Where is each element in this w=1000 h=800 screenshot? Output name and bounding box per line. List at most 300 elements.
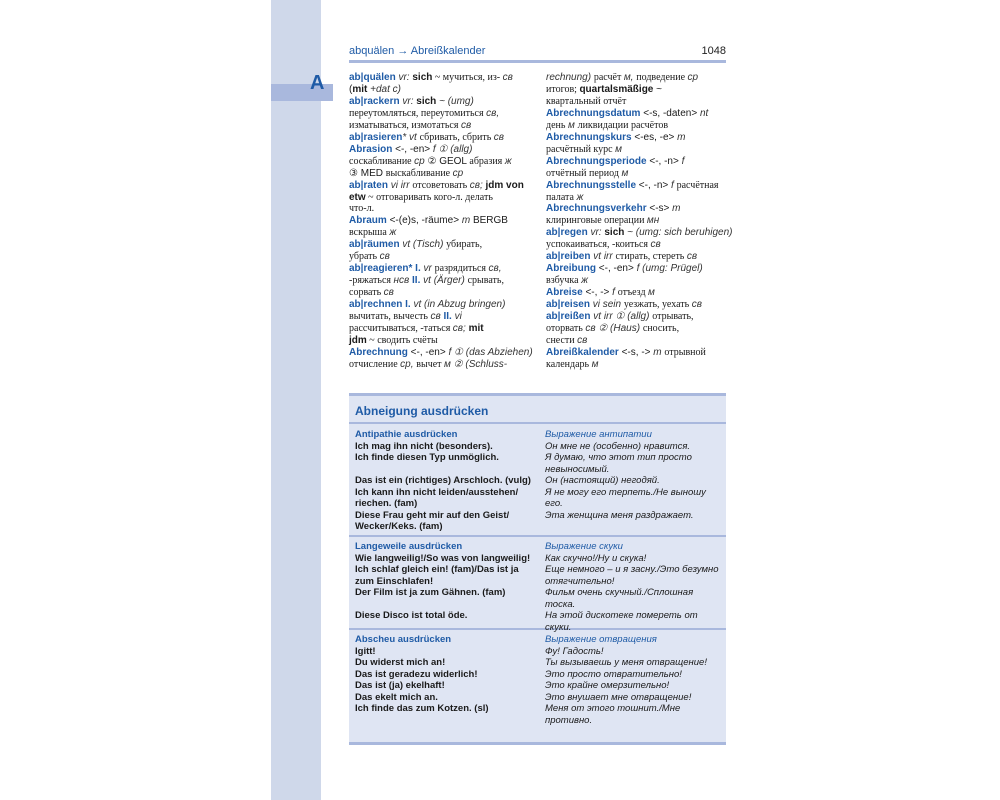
entry-text: ликвидации расчётов: [577, 119, 669, 131]
entry-text: оторвать: [546, 323, 586, 335]
entry-text: ab|rechnen: [349, 299, 403, 311]
section-heading-de: Abscheu ausdrücken: [355, 634, 452, 645]
phrase-ru-line: Еще немного – и я засну./Это безумно: [545, 564, 719, 575]
phrase-section-header: [355, 634, 720, 646]
phrase-ru: [545, 553, 720, 565]
entry-text: I.: [402, 299, 414, 311]
phrase-ru-line: тоска.: [545, 598, 576, 610]
phrase-row: [355, 680, 720, 692]
section-heading-de: Langeweile ausdrücken: [355, 541, 463, 552]
entry-text: vi: [454, 311, 462, 323]
entry-text: vt (Tisch): [399, 239, 447, 251]
entry-text: ~ (umg: sich beruhigen): [624, 227, 733, 239]
phrase-de-line: Ich finde das zum Kotzen. (sl): [355, 703, 489, 714]
phrase-row: [355, 657, 720, 669]
phrase-ru-line: Это внушает мне отвращение!: [545, 691, 692, 703]
entry-text: +dat c): [367, 83, 401, 95]
phrase-ru: [545, 510, 720, 533]
phrase-de-line: Du widerst mich an!: [355, 657, 446, 668]
entry-text: m: [677, 131, 686, 143]
phrase-row: [355, 703, 720, 726]
entry-text: ab|raten: [349, 179, 388, 191]
entry-text: ср,: [400, 358, 417, 370]
entry-text: vt (Ärger): [423, 275, 468, 287]
phrase-ru-line: Он мне не (особенно) нравится.: [545, 440, 691, 452]
entry-text: ~ сводить счёты: [366, 334, 438, 346]
entry-text: f: [681, 155, 685, 167]
dictionary-line: [546, 72, 728, 84]
entry-text: <-, -en>: [596, 263, 637, 275]
phrase-ru-line: Ты вызываешь у меня отвращение!: [545, 657, 707, 668]
phrase-ru: [545, 452, 720, 475]
entry-text: Abreise: [546, 287, 583, 299]
dictionary-line: [546, 263, 728, 275]
phrase-ru-line: На этой дискотеке помереть от скуки.: [545, 610, 698, 633]
entry-text: m: [672, 203, 681, 215]
entry-text: подведение: [636, 72, 688, 83]
entry-text: Abrechnungskurs: [546, 131, 632, 143]
entry-text: <-s, ->: [618, 346, 654, 358]
dictionary-column-left: [349, 72, 534, 371]
phrase-ru-line: Это крайне омерзительно!: [545, 680, 670, 691]
entry-text: м ② (Schluss-: [444, 358, 508, 370]
entry-text: разрядиться: [434, 263, 489, 275]
phrase-ru: [545, 610, 720, 633]
entry-text: итогов;: [546, 83, 580, 95]
phrase-box-divider: [349, 535, 726, 537]
phrase-de-line: Diese Disco ist total öde.: [355, 610, 468, 621]
phrase-ru-line: невыносимый.: [545, 463, 610, 475]
entry-text: <-(e)s, -räume>: [386, 215, 462, 227]
phrase-box: [349, 393, 726, 745]
entry-text: Abrechnungsstelle: [546, 179, 637, 191]
entry-text: jdm von: [485, 179, 524, 191]
entry-text: <-, -n>: [646, 155, 682, 167]
entry-text: м: [615, 143, 622, 155]
entry-text: св: [691, 299, 702, 311]
entry-text: ab|reiben: [546, 251, 591, 263]
phrase-ru-line: отягчительно!: [545, 575, 615, 587]
entry-text: ~: [653, 83, 662, 95]
entry-text: vr: [423, 263, 435, 275]
dictionary-line: [546, 299, 728, 311]
phrase-de-line: zum Einschlafen!: [355, 575, 434, 587]
phrase-de-line: Ich kann ihn nicht leiden/ausstehen/: [355, 486, 519, 498]
entry-text: ab|quälen: [349, 72, 396, 83]
entry-text: м: [591, 358, 599, 370]
dictionary-line: [349, 132, 534, 144]
entry-text: ab|rasieren: [349, 131, 403, 143]
entry-text: рассчитываться, -таться: [349, 323, 453, 335]
entry-text: -ряжаться: [349, 275, 394, 287]
entry-text: св: [460, 119, 472, 131]
phrase-ru-line: Я не могу его терпеть./Не выношу: [545, 486, 706, 498]
phrase-de: [355, 564, 545, 587]
entry-text: взбучка: [546, 275, 582, 287]
entry-text: ③ MED: [349, 167, 386, 179]
entry-text: vt irr ① (allg): [590, 311, 653, 323]
dictionary-line: [546, 192, 728, 204]
phrase-ru-line: Эта женщина меня раздражает.: [545, 509, 694, 521]
entry-text: ~ мучиться, из-: [432, 72, 503, 83]
phrase-ru: [545, 441, 720, 453]
phrase-de: [355, 553, 545, 565]
dictionary-line: [349, 144, 534, 156]
phrase-box-title: Abneigung ausdrücken: [355, 404, 489, 418]
entry-text: что-л.: [349, 203, 375, 215]
entry-text: m: [653, 346, 665, 358]
entry-text: <-, -en>: [407, 346, 449, 358]
phrase-de: [355, 669, 545, 681]
phrase-ru-line: противно.: [545, 714, 593, 726]
dictionary-line: [349, 84, 534, 96]
dictionary-line: [546, 275, 728, 287]
dictionary-line: [349, 347, 534, 359]
entry-text: ж: [389, 227, 397, 239]
phrase-ru-line: Фильм очень скучный./Сплошная: [545, 587, 694, 598]
dictionary-line: [546, 239, 728, 251]
phrase-row: [355, 564, 720, 587]
entry-text: отрывной: [664, 346, 706, 358]
entry-text: f ① (das Abziehen): [448, 346, 533, 358]
phrase-de: [355, 646, 545, 658]
entry-text: ② (Haus): [598, 323, 643, 335]
phrase-section: [355, 541, 720, 633]
entry-text: sich: [416, 95, 437, 107]
dictionary-line: [546, 120, 728, 132]
entry-text: m: [461, 215, 471, 227]
entry-text: расчётный курс: [546, 143, 616, 155]
section-heading-ru: Выражение антипатии: [545, 429, 652, 440]
phrase-de: [355, 587, 545, 610]
entry-text: св: [383, 287, 394, 299]
dictionary-line: [546, 156, 728, 168]
phrase-ru-line: Он (настоящий) негодяй.: [545, 475, 660, 486]
dictionary-line: [349, 263, 534, 275]
dictionary-line: [349, 287, 534, 299]
page-number: 1048: [701, 45, 726, 57]
dictionary-line: [546, 227, 733, 239]
entry-text: ab|regen: [546, 227, 588, 239]
phrase-ru: [545, 487, 720, 510]
section-heading-ru: Выражение скуки: [545, 541, 623, 552]
dictionary-line: [546, 347, 728, 359]
phrase-row: [355, 646, 720, 658]
entry-text: отчётный период: [546, 167, 622, 179]
phrase-de-line: Diese Frau geht mir auf den Geist/: [355, 509, 510, 521]
entry-text: успокаиваться, -коиться: [546, 239, 651, 251]
phrase-de: [355, 510, 545, 533]
entry-text: св,: [488, 263, 502, 275]
entry-text: св;: [469, 179, 486, 191]
phrase-de-line: Ich finde diesen Typ unmöglich.: [355, 452, 499, 463]
entry-text: отрывать,: [652, 311, 694, 323]
entry-text: sich: [604, 227, 625, 239]
entry-text: св,: [486, 107, 500, 119]
phrase-ru: [545, 475, 720, 487]
phrase-ru-line: Как скучно!/Ну и скука!: [545, 552, 647, 564]
entry-text: вскрыша: [349, 227, 390, 239]
entry-text: ж: [504, 155, 512, 167]
phrase-row: [355, 610, 720, 633]
running-head-range: abquälen → Abreißkalender: [349, 45, 486, 57]
entry-text: убирать,: [446, 239, 483, 251]
entry-text: св: [379, 251, 390, 263]
phrase-de-line: Das ekelt mich an.: [355, 691, 438, 703]
dictionary-line: [349, 203, 534, 215]
entry-text: м: [648, 287, 655, 299]
phrase-row: [355, 487, 720, 510]
dictionary-line: [349, 275, 534, 287]
entry-text: mit: [468, 323, 484, 335]
entry-text: ab|rackern: [349, 95, 400, 107]
entry-text: quartalsmäßige: [579, 83, 654, 95]
entry-text: vi irr: [387, 179, 413, 191]
dictionary-line: [349, 192, 534, 204]
dictionary-line: [349, 108, 534, 120]
entry-text: вычет: [416, 358, 445, 370]
entry-text: nt: [699, 107, 709, 119]
dictionary-line: [546, 203, 728, 215]
phrase-ru-line: Меня от этого тошнит./Мне: [545, 703, 681, 714]
phrase-de-line: Igitt!: [355, 645, 376, 657]
entry-text: BERGB: [470, 215, 508, 227]
phrase-section: [355, 429, 720, 533]
phrase-row: [355, 475, 720, 487]
phrase-de-line: Das ist geradezu widerlich!: [355, 668, 478, 680]
phrase-row: [355, 587, 720, 610]
entry-text: расчётная: [676, 179, 719, 191]
entry-text: изматываться, измотаться: [349, 119, 461, 131]
phrase-de: [355, 487, 545, 510]
entry-text: убрать: [349, 251, 380, 263]
entry-text: II.: [412, 275, 424, 287]
entry-text: II.: [443, 311, 455, 323]
entry-text: расчёт: [593, 72, 624, 83]
dictionary-line: [546, 144, 728, 156]
phrase-ru-line: его.: [545, 498, 563, 509]
entry-text: f: [612, 287, 618, 299]
dictionary-line: [546, 335, 728, 347]
dictionary-line: [546, 96, 728, 108]
entry-text: уезжать, уехать: [623, 299, 692, 311]
dictionary-line: [349, 239, 534, 251]
entry-text: нсв: [393, 275, 413, 287]
entry-text: абразия: [469, 155, 505, 167]
phrase-ru-line: Это просто отвратительно!: [545, 668, 682, 680]
entry-text: <-, -n>: [636, 179, 672, 191]
phrase-row: [355, 452, 720, 475]
phrase-row: [355, 553, 720, 565]
phrase-de-line: Das ist (ja) ekelhaft!: [355, 680, 445, 691]
entry-text: вычитать, вычесть: [349, 311, 431, 323]
dictionary-line: [546, 84, 728, 96]
dictionary-line: [546, 132, 728, 144]
phrase-de-line: Das ist ein (richtiges) Arschloch. (vulg): [355, 475, 531, 486]
phrase-de-line: Ich mag ihn nicht (besonders).: [355, 440, 493, 452]
section-heading-ru: Выражение отвращения: [545, 634, 657, 645]
entry-text: ср: [452, 167, 464, 179]
entry-text: отъезд: [617, 287, 649, 299]
phrase-de: [355, 657, 545, 669]
phrase-de: [355, 610, 545, 633]
entry-text: переутомляться, переутомиться: [349, 107, 487, 119]
dictionary-line: [349, 96, 534, 108]
entry-text: св: [686, 251, 698, 263]
entry-text: св: [650, 239, 661, 251]
entry-text: vi sein: [589, 299, 624, 311]
entry-text: etw: [349, 191, 366, 203]
phrase-de-line: Ich schlaf gleich ein! (fam)/Das ist ja: [355, 564, 519, 575]
phrase-de-line: Der Film ist ja zum Gähnen. (fam): [355, 587, 506, 598]
entry-text: (: [349, 83, 353, 95]
entry-text: ab|räumen: [349, 239, 400, 251]
entry-text: <-, ->: [582, 287, 613, 299]
entry-text: <-, -en>: [392, 143, 433, 155]
phrase-de: [355, 475, 545, 487]
phrase-section: [355, 634, 720, 726]
phrase-row: [355, 441, 720, 453]
phrase-de-line: riechen. (fam): [355, 498, 418, 509]
dictionary-line: [546, 251, 728, 263]
dictionary-line: [546, 215, 728, 227]
entry-text: * I.: [408, 263, 424, 275]
entry-text: палата: [546, 191, 577, 203]
entry-text: выскабливание: [385, 167, 453, 179]
entry-text: ~ отговаривать кого-л. делать: [365, 191, 493, 203]
entry-text: vr:: [399, 95, 417, 107]
dictionary-line: [349, 120, 534, 132]
entry-text: м,: [623, 72, 637, 83]
entry-text: Abrechnungsdatum: [546, 107, 641, 119]
entry-text: vt irr: [590, 251, 616, 263]
dictionary-line: [546, 108, 728, 120]
phrase-row: [355, 669, 720, 681]
entry-text: мн: [646, 215, 660, 227]
dictionary-line: [349, 180, 534, 192]
entry-text: jdm: [349, 334, 367, 346]
phrase-section-header: [355, 541, 720, 553]
entry-text: Abreibung: [546, 263, 596, 275]
entry-text: клиринговые операции: [546, 215, 647, 227]
entry-text: ж: [581, 275, 588, 287]
entry-text: календарь: [546, 358, 592, 370]
entry-text: ab|reisen: [546, 299, 590, 311]
entry-text: снести: [546, 334, 578, 346]
phrase-de-line: Wecker/Keks. (fam): [355, 521, 443, 532]
entry-text: св: [502, 72, 513, 83]
entry-text: <-s, -daten>: [640, 107, 700, 119]
entry-text: св;: [452, 323, 469, 335]
phrase-row: [355, 692, 720, 704]
entry-text: стирать, стереть: [615, 251, 687, 263]
entry-text: св: [585, 323, 599, 335]
entry-text: ② GEOL: [424, 155, 470, 167]
dictionary-line: [546, 323, 728, 335]
entry-text: квартальный отчёт: [546, 95, 627, 107]
entry-text: день: [546, 119, 568, 131]
phrase-ru-line: Фу! Гадость!: [545, 645, 604, 657]
dictionary-line: [349, 215, 534, 227]
phrase-de: [355, 703, 545, 726]
entry-text: f ① (allg): [432, 143, 473, 155]
dictionary-line: [546, 287, 728, 299]
phrase-section-header: [355, 429, 720, 441]
entry-text: срывать,: [467, 275, 504, 287]
entry-text: <-es, -e>: [631, 131, 678, 143]
entry-text: отчисление: [349, 358, 401, 370]
phrase-de: [355, 692, 545, 704]
phrase-de: [355, 441, 545, 453]
phrase-row: [355, 510, 720, 533]
phrase-de: [355, 680, 545, 692]
phrase-ru: [545, 657, 720, 669]
entry-text: ab|reißen: [546, 311, 591, 323]
dictionary-line: [349, 299, 534, 311]
phrase-ru: [545, 669, 720, 681]
dictionary-line: [349, 323, 534, 335]
entry-text: * vt: [402, 131, 420, 143]
entry-text: Abrechnung: [349, 346, 408, 358]
phrase-box-divider: [349, 422, 726, 424]
entry-text: ср: [687, 72, 699, 83]
entry-text: м: [567, 119, 578, 131]
dictionary-line: [546, 168, 728, 180]
dictionary-line: [546, 359, 728, 371]
dictionary-line: [349, 359, 534, 371]
section-heading-de: Antipathie ausdrücken: [355, 429, 458, 440]
entry-text: отсоветовать: [412, 179, 470, 191]
entry-text: <-s>: [646, 203, 673, 215]
phrase-de-line: Wie langweilig!/So was von langweilig!: [355, 552, 531, 564]
entry-text: св: [493, 131, 504, 143]
entry-text: св: [430, 311, 444, 323]
entry-text: м: [621, 167, 629, 179]
entry-text: Abrechnungsperiode: [546, 155, 647, 167]
entry-text: vr:: [587, 227, 605, 239]
dictionary-line: [349, 72, 534, 84]
entry-text: сбривать, сбрить: [419, 131, 494, 143]
phrase-ru: [545, 646, 720, 658]
dictionary-line: [349, 251, 534, 263]
dictionary-line: [349, 227, 534, 239]
entry-text: rechnung): [546, 72, 594, 83]
dictionary-line: [349, 335, 534, 347]
header-rule: [349, 60, 726, 63]
dictionary-line: [349, 156, 534, 168]
entry-text: сносить,: [642, 323, 680, 335]
entry-text: vr:: [395, 72, 413, 83]
phrase-ru: [545, 564, 720, 587]
entry-text: ср: [414, 155, 425, 167]
phrase-ru: [545, 587, 720, 610]
phrase-ru: [545, 692, 720, 704]
phrase-ru: [545, 680, 720, 692]
phrase-de: [355, 452, 545, 475]
entry-text: sich: [412, 72, 433, 83]
entry-text: сорвать: [349, 287, 384, 299]
entry-text: соскабливание: [349, 155, 415, 167]
entry-text: ж: [576, 191, 584, 203]
dictionary-line: [546, 311, 728, 323]
entry-text: vt (in Abzug bringen): [413, 299, 506, 311]
dictionary-line: [349, 168, 534, 180]
dictionary-line: [349, 311, 534, 323]
entry-text: f (umg: Prügel): [636, 263, 703, 275]
entry-text: Abrechnungsverkehr: [546, 203, 647, 215]
entry-text: Abreißkalender: [546, 346, 619, 358]
entry-text: f: [671, 179, 677, 191]
